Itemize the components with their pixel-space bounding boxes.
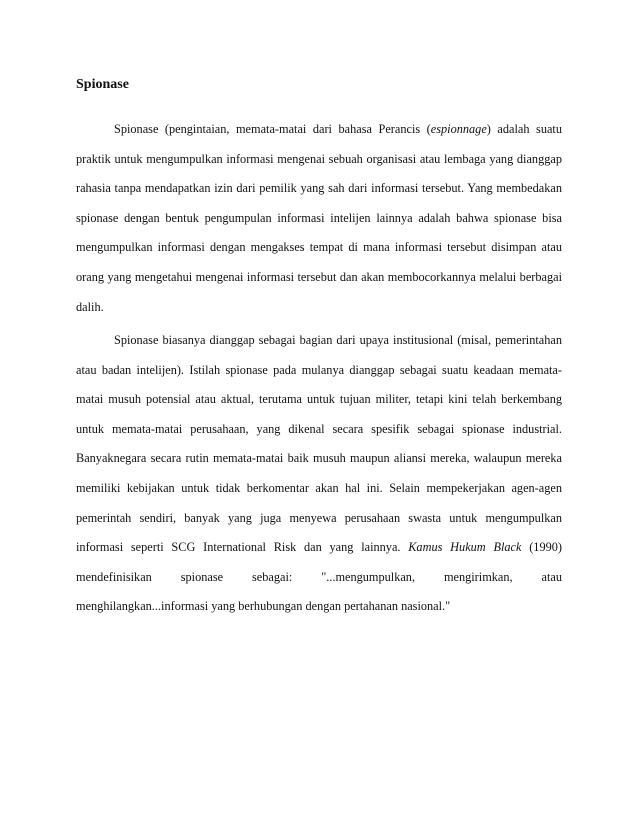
paragraph-2-text-b: (1990) mendefinisikan spionase sebagai: "...mengumpulkan, mengirimkan, atau menghilangkan...informasi yang berhubungan dengan pertahanan nasional.": [76, 540, 562, 614]
paragraph-1-text-a: Spionase (pengintaian, memata-matai dari bahasa Perancis (: [114, 122, 431, 136]
paragraph-2: [76, 326, 562, 622]
paragraph-1: [76, 115, 562, 322]
paragraph-2-italic-term: Kamus Hukum Black: [408, 540, 522, 555]
paragraph-1-italic-term: espionnage: [430, 122, 487, 136]
page-title: Spionase: [76, 77, 129, 92]
paragraph-2-text-a: Spionase biasanya dianggap sebagai bagian dari upaya institusional (misal, pemerintahan atau badan intelijen). Istilah spionase pada mulanya dianggap sebagai suatu keadaan memata-matai musuh potensial atau aktual, terutama untuk tujuan militer, tetapi kini telah berkembang untuk memata-matai perusahaan, yang dikenal secara spesifik sebagai spionase industrial. Banyaknegara secara rutin memata-matai baik musuh maupun aliansi mereka, walaupun mereka memiliki kebijakan untuk tidak berkomentar akan hal ini. Selain mempekerjakan agen-agen pemerintah sendiri, banyak yang juga menyewa perusahaan swasta untuk mengumpulkan informasi seperti SCG International Risk dan yang lainnya.: [76, 333, 562, 555]
paragraph-1-text-b: ) adalah suatu praktik untuk mengumpulkan informasi mengenai sebuah organisasi atau lembaga yang dianggap rahasia tanpa mendapatkan izin dari pemilik yang sah dari informasi tersebut. Yang membedakan spionase dengan bentuk pengumpulan informasi intelijen lainnya adalah bahwa spionase bisa mengumpulkan informasi dengan mengakses tempat di mana informasi tersebut disimpan atau orang yang mengetahui mengenai informasi tersebut dan akan membocorkannya melalui berbagai dalih.: [76, 122, 562, 314]
